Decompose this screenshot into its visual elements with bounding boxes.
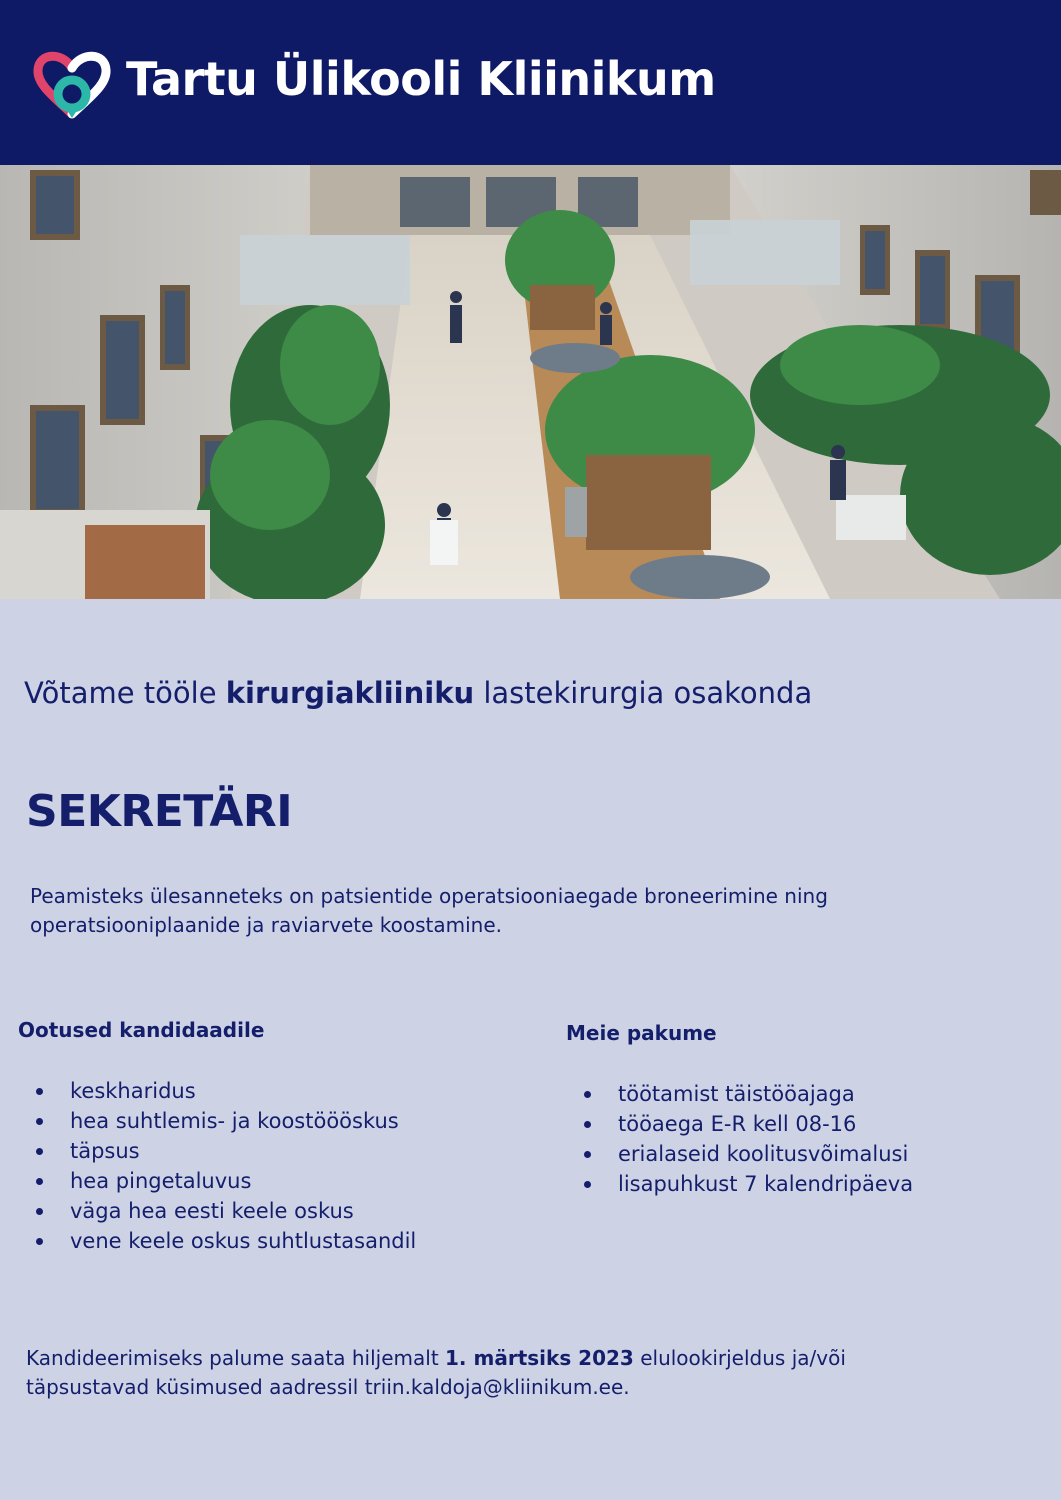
list-item — [36, 1166, 416, 1196]
list-item-text: hea pingetaluvus — [70, 1169, 252, 1193]
kliinikum-logo-icon — [33, 46, 111, 122]
intro-clinic-name: kirurgiakliiniku — [225, 676, 475, 710]
bullet-icon — [36, 1208, 43, 1215]
hospital-atrium-photo — [0, 165, 1061, 599]
bullet-icon — [36, 1118, 43, 1125]
offer-list — [584, 1079, 913, 1199]
closing-text-after: elulookirjeldus ja/või täpsustavad küsimused aadressil triin.kaldoja@kliinikum.ee. — [26, 1346, 846, 1399]
offer-heading: Meie pakume — [566, 1021, 717, 1045]
list-item-text: tööaega E-R kell 08-16 — [618, 1112, 857, 1136]
list-item-text: erialaseid koolitusvõimalusi — [618, 1142, 909, 1166]
bullet-icon — [36, 1148, 43, 1155]
intro-line — [24, 676, 812, 710]
bullet-icon — [584, 1121, 591, 1128]
list-item-text: töötamist täistööajaga — [618, 1082, 855, 1106]
application-deadline: 1. märtsiks 2023 — [445, 1346, 634, 1370]
expectations-list — [36, 1076, 416, 1256]
closing-text-before: Kandideerimiseks palume saata hiljemalt — [26, 1346, 446, 1370]
list-item-text: väga hea eesti keele oskus — [70, 1199, 354, 1223]
list-item — [36, 1076, 416, 1106]
list-item — [36, 1226, 416, 1256]
intro-text-after: lastekirurgia osakonda — [474, 676, 813, 710]
bullet-icon — [584, 1151, 591, 1158]
list-item — [584, 1139, 913, 1169]
list-item-text: lisapuhkust 7 kalendripäeva — [618, 1172, 914, 1196]
job-description: Peamisteks ülesanneteks on patsientide operatsiooniaegade broneerimine ning operatsiooniplaanide ja raviarvete koostamine. — [30, 884, 828, 937]
list-item — [36, 1136, 416, 1166]
header-banner — [0, 0, 1061, 165]
list-item — [36, 1106, 416, 1136]
bullet-icon — [36, 1088, 43, 1095]
bullet-icon — [584, 1181, 591, 1188]
position-title: SEKRETÄRI — [26, 786, 293, 837]
list-item-text: täpsus — [70, 1139, 140, 1163]
intro-text-before: Võtame tööle — [24, 676, 226, 710]
application-instructions — [26, 1344, 926, 1402]
bullet-icon — [36, 1238, 43, 1245]
list-item-text: keskharidus — [70, 1079, 196, 1103]
brand-name: Tartu Ülikooli Kliinikum — [126, 52, 716, 106]
list-item-text: hea suhtlemis- ja koostöööskus — [70, 1109, 399, 1133]
bullet-icon — [36, 1178, 43, 1185]
bullet-icon — [584, 1091, 591, 1098]
list-item — [36, 1196, 416, 1226]
expectations-heading: Ootused kandidaadile — [18, 1018, 265, 1042]
list-item — [584, 1079, 913, 1109]
list-item-text: vene keele oskus suhtlustasandil — [70, 1229, 417, 1253]
list-item — [584, 1109, 913, 1139]
list-item — [584, 1169, 913, 1199]
